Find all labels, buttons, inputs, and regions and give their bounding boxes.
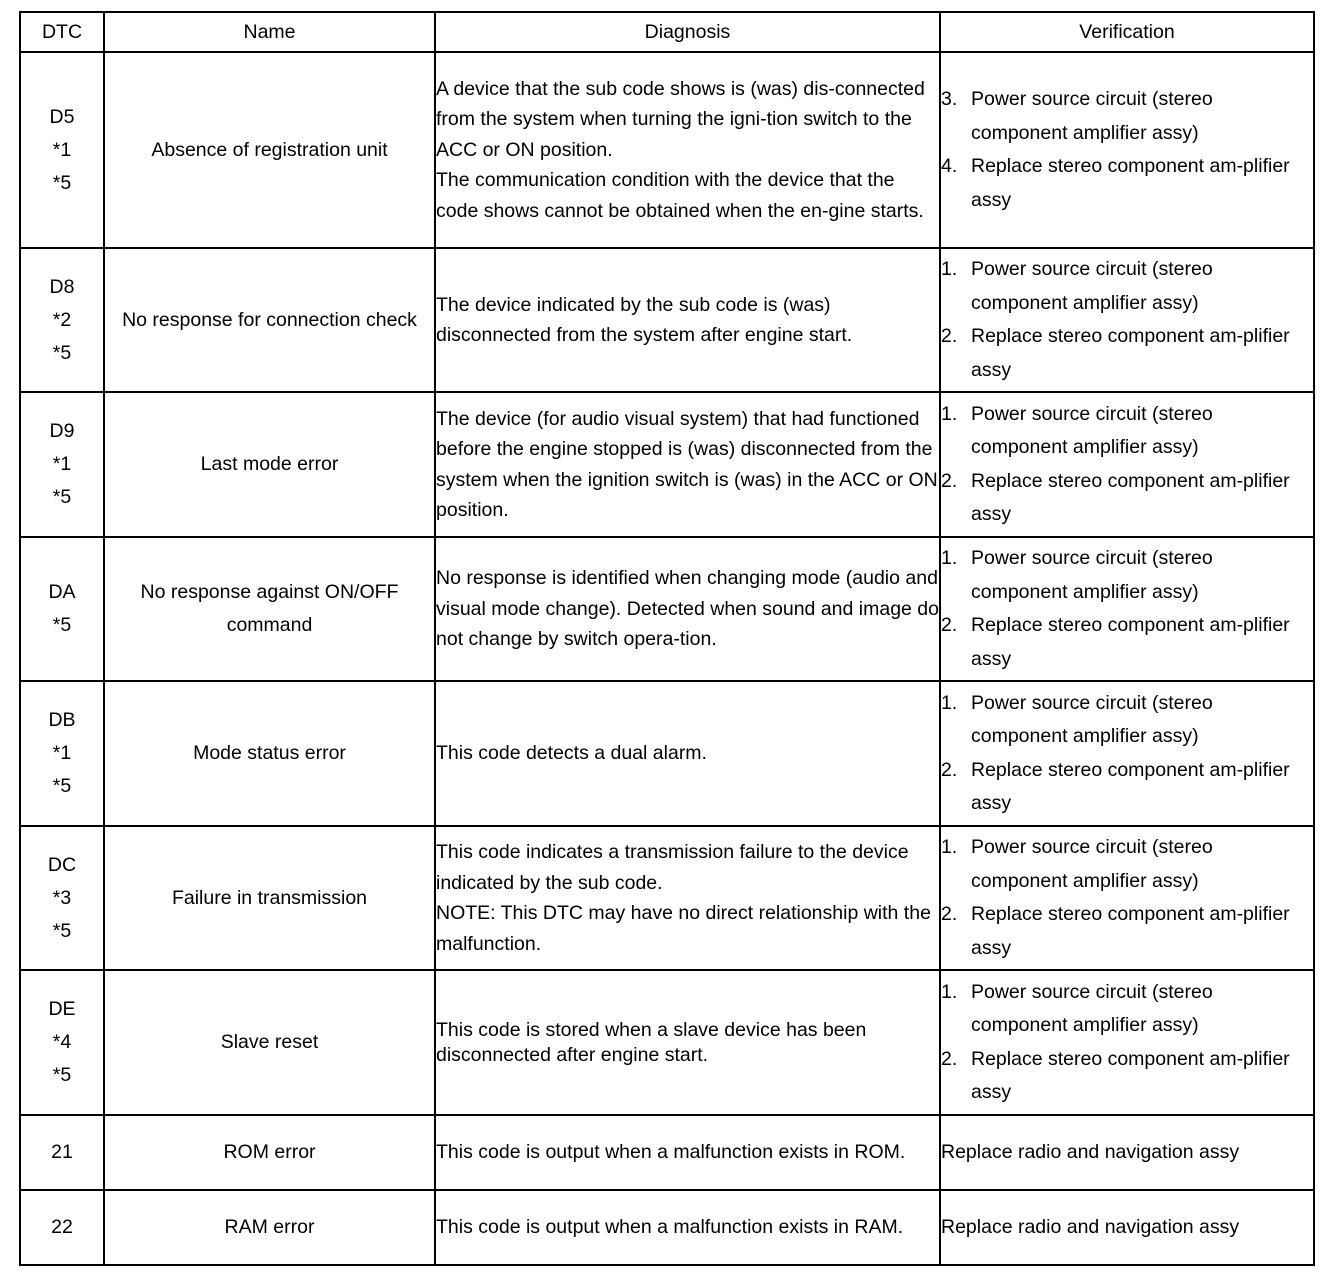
step-number: 1.	[941, 980, 958, 1003]
header-diagnosis: Diagnosis	[435, 12, 940, 52]
verification-steps	[941, 831, 1313, 965]
dtc-footnote: *5	[52, 486, 72, 508]
table-row	[20, 826, 1314, 970]
dtc-footnote: *5	[52, 1064, 72, 1086]
dtc-code: D5	[49, 105, 75, 128]
step-number: 1.	[941, 258, 958, 280]
verification-steps	[941, 542, 1313, 676]
verification-step	[941, 465, 1313, 532]
verification-cell	[940, 52, 1314, 248]
dtc-footnote: *2	[52, 308, 72, 331]
dtc-code-cell	[20, 392, 104, 537]
dtc-footnote: *5	[52, 171, 72, 194]
step-number: 4.	[941, 155, 958, 177]
dtc-code: 22	[51, 1216, 73, 1238]
verification-step	[941, 609, 1313, 676]
dtc-code-cell	[20, 970, 104, 1115]
diagnosis-cell	[435, 826, 940, 970]
step-text: Power source circuit (stereo component amplifier assy)	[971, 547, 1213, 603]
step-text: Replace stereo component am-plifier assy	[971, 155, 1290, 211]
step-text: Power source circuit (stereo component amplifier assy)	[971, 402, 1213, 458]
verification-cell	[940, 537, 1314, 681]
diagnosis-cell	[435, 537, 940, 681]
dtc-code-cell	[20, 1190, 104, 1265]
step-number: 2.	[941, 469, 958, 492]
diagnosis-text: A device that the sub code shows is (was) dis-connected from the system when turning the igni-tion switch to the ACC or ON position.	[436, 77, 925, 161]
table-row	[20, 392, 1314, 537]
step-text: Power source circuit (stereo component amplifier assy)	[971, 258, 1213, 314]
verification-step	[941, 320, 1313, 387]
verification-step	[941, 898, 1313, 965]
diagnosis-text: No response is identified when changing mode (audio and visual mode change). Detected when sound and image do not change by switch opera-tion.	[436, 567, 939, 651]
dtc-name: No response against ON/OFF command	[104, 537, 435, 681]
dtc-footnote: *5	[52, 614, 72, 636]
step-number: 1.	[941, 836, 958, 858]
step-number: 2.	[941, 758, 958, 781]
diagnosis-text: This code is output when a malfunction exists in ROM.	[436, 1141, 906, 1164]
step-text: Replace stereo component am-plifier assy	[971, 469, 1290, 525]
dtc-code: DB	[48, 709, 76, 731]
verification-cell	[940, 392, 1314, 537]
header-row	[20, 12, 1314, 52]
step-number: 1.	[941, 547, 958, 569]
verification-cell	[940, 248, 1314, 392]
dtc-code: 21	[51, 1141, 73, 1163]
table-row	[20, 52, 1314, 248]
header-dtc: DTC	[20, 12, 104, 52]
table-row	[20, 1190, 1314, 1265]
dtc-code-cell	[20, 826, 104, 970]
step-text: Replace stereo component am-plifier assy	[971, 1047, 1290, 1103]
dtc-name: ROM error	[104, 1115, 435, 1190]
dtc-footnote: *1	[52, 742, 72, 764]
step-number: 2.	[941, 903, 958, 925]
diagnosis-cell	[435, 52, 940, 248]
verification-step	[941, 83, 1313, 150]
dtc-code-cell	[20, 248, 104, 392]
dtc-code: D9	[49, 420, 75, 442]
dtc-footnote: *5	[52, 775, 72, 797]
step-text: Power source circuit (stereo component amplifier assy)	[971, 836, 1213, 892]
dtc-code-cell	[20, 1115, 104, 1190]
diagnosis-text: The device indicated by the sub code is (was) disconnected from the system after engine start.	[436, 293, 853, 346]
dtc-table	[19, 11, 1315, 1266]
dtc-name: Failure in transmission	[104, 826, 435, 970]
step-number: 2.	[941, 614, 958, 636]
diagnosis-text: This code indicates a transmission failure to the device indicated by the sub code.	[436, 841, 909, 894]
dtc-code-cell	[20, 52, 104, 248]
verification-steps	[941, 976, 1313, 1110]
dtc-code-cell	[20, 537, 104, 681]
dtc-footnote: *3	[52, 886, 72, 909]
dtc-code: DA	[48, 581, 76, 603]
diagnosis-text: The communication condition with the device that the code shows cannot be obtained when the en-gine starts.	[436, 169, 924, 222]
dtc-code: DC	[47, 853, 77, 876]
table-row	[20, 1115, 1314, 1190]
verification-text: Replace radio and navigation assy	[940, 1190, 1314, 1265]
step-text: Replace stereo component am-plifier assy	[971, 758, 1290, 814]
step-number: 2.	[941, 1047, 958, 1070]
step-text: Power source circuit (stereo component amplifier assy)	[971, 691, 1213, 747]
diagnosis-text: This code is output when a malfunction exists in RAM.	[436, 1216, 904, 1239]
diagnosis-cell	[435, 248, 940, 392]
dtc-name: No response for connection check	[104, 248, 435, 392]
table-row	[20, 537, 1314, 681]
verification-step	[941, 253, 1313, 320]
dtc-name: Mode status error	[104, 681, 435, 826]
verification-step	[941, 687, 1313, 754]
table-row	[20, 681, 1314, 826]
table-row	[20, 970, 1314, 1115]
verification-cell	[940, 681, 1314, 826]
dtc-footnote: *4	[52, 1031, 72, 1053]
step-text: Power source circuit (stereo component amplifier assy)	[971, 88, 1213, 144]
dtc-name: Slave reset	[104, 970, 435, 1115]
verification-text: Replace radio and navigation assy	[940, 1115, 1314, 1190]
diagnosis-cell	[435, 681, 940, 826]
verification-step	[941, 754, 1313, 821]
diagnosis-text: The device (for audio visual system) that had functioned before the engine stopped is (was) disconnected from the system when the ignition switch is (was) in the ACC or ON position.	[436, 407, 938, 521]
verification-steps	[941, 687, 1313, 821]
verification-cell	[940, 826, 1314, 970]
verification-steps	[941, 83, 1313, 217]
step-text: Replace stereo component am-plifier assy	[971, 903, 1290, 959]
verification-step	[941, 150, 1313, 217]
header-name: Name	[104, 12, 435, 52]
step-number: 2.	[941, 325, 958, 347]
dtc-footnote: *5	[52, 919, 72, 942]
dtc-name: Last mode error	[104, 392, 435, 537]
dtc-code: D8	[49, 275, 75, 298]
verification-steps	[941, 253, 1313, 387]
diagnosis-text: This code is stored when a slave device has been disconnected after engine start.	[436, 1018, 867, 1066]
diagnosis-note: NOTE: This DTC may have no direct relationship with the malfunction.	[436, 902, 931, 955]
step-text: Replace stereo component am-plifier assy	[971, 325, 1290, 381]
verification-step	[941, 976, 1313, 1043]
verification-steps	[941, 398, 1313, 532]
verification-step	[941, 1043, 1313, 1110]
step-number: 1.	[941, 691, 958, 714]
step-text: Replace stereo component am-plifier assy	[971, 614, 1290, 670]
dtc-code: DE	[48, 998, 76, 1020]
verification-step	[941, 398, 1313, 465]
diagnosis-cell	[435, 1115, 940, 1190]
dtc-footnote: *1	[52, 453, 72, 475]
diagnosis-cell	[435, 392, 940, 537]
dtc-footnote: *1	[52, 138, 72, 161]
step-number: 3.	[941, 88, 958, 110]
dtc-code-cell	[20, 681, 104, 826]
diagnosis-text: This code detects a dual alarm.	[436, 742, 707, 765]
verification-step	[941, 542, 1313, 609]
step-text: Power source circuit (stereo component amplifier assy)	[971, 980, 1213, 1036]
dtc-name: Absence of registration unit	[104, 52, 435, 248]
dtc-name: RAM error	[104, 1190, 435, 1265]
verification-step	[941, 831, 1313, 898]
table-row	[20, 248, 1314, 392]
dtc-footnote: *5	[52, 341, 72, 364]
diagnosis-cell	[435, 970, 940, 1115]
header-verification: Verification	[940, 12, 1314, 52]
step-number: 1.	[941, 402, 958, 425]
verification-cell	[940, 970, 1314, 1115]
diagnosis-cell	[435, 1190, 940, 1265]
